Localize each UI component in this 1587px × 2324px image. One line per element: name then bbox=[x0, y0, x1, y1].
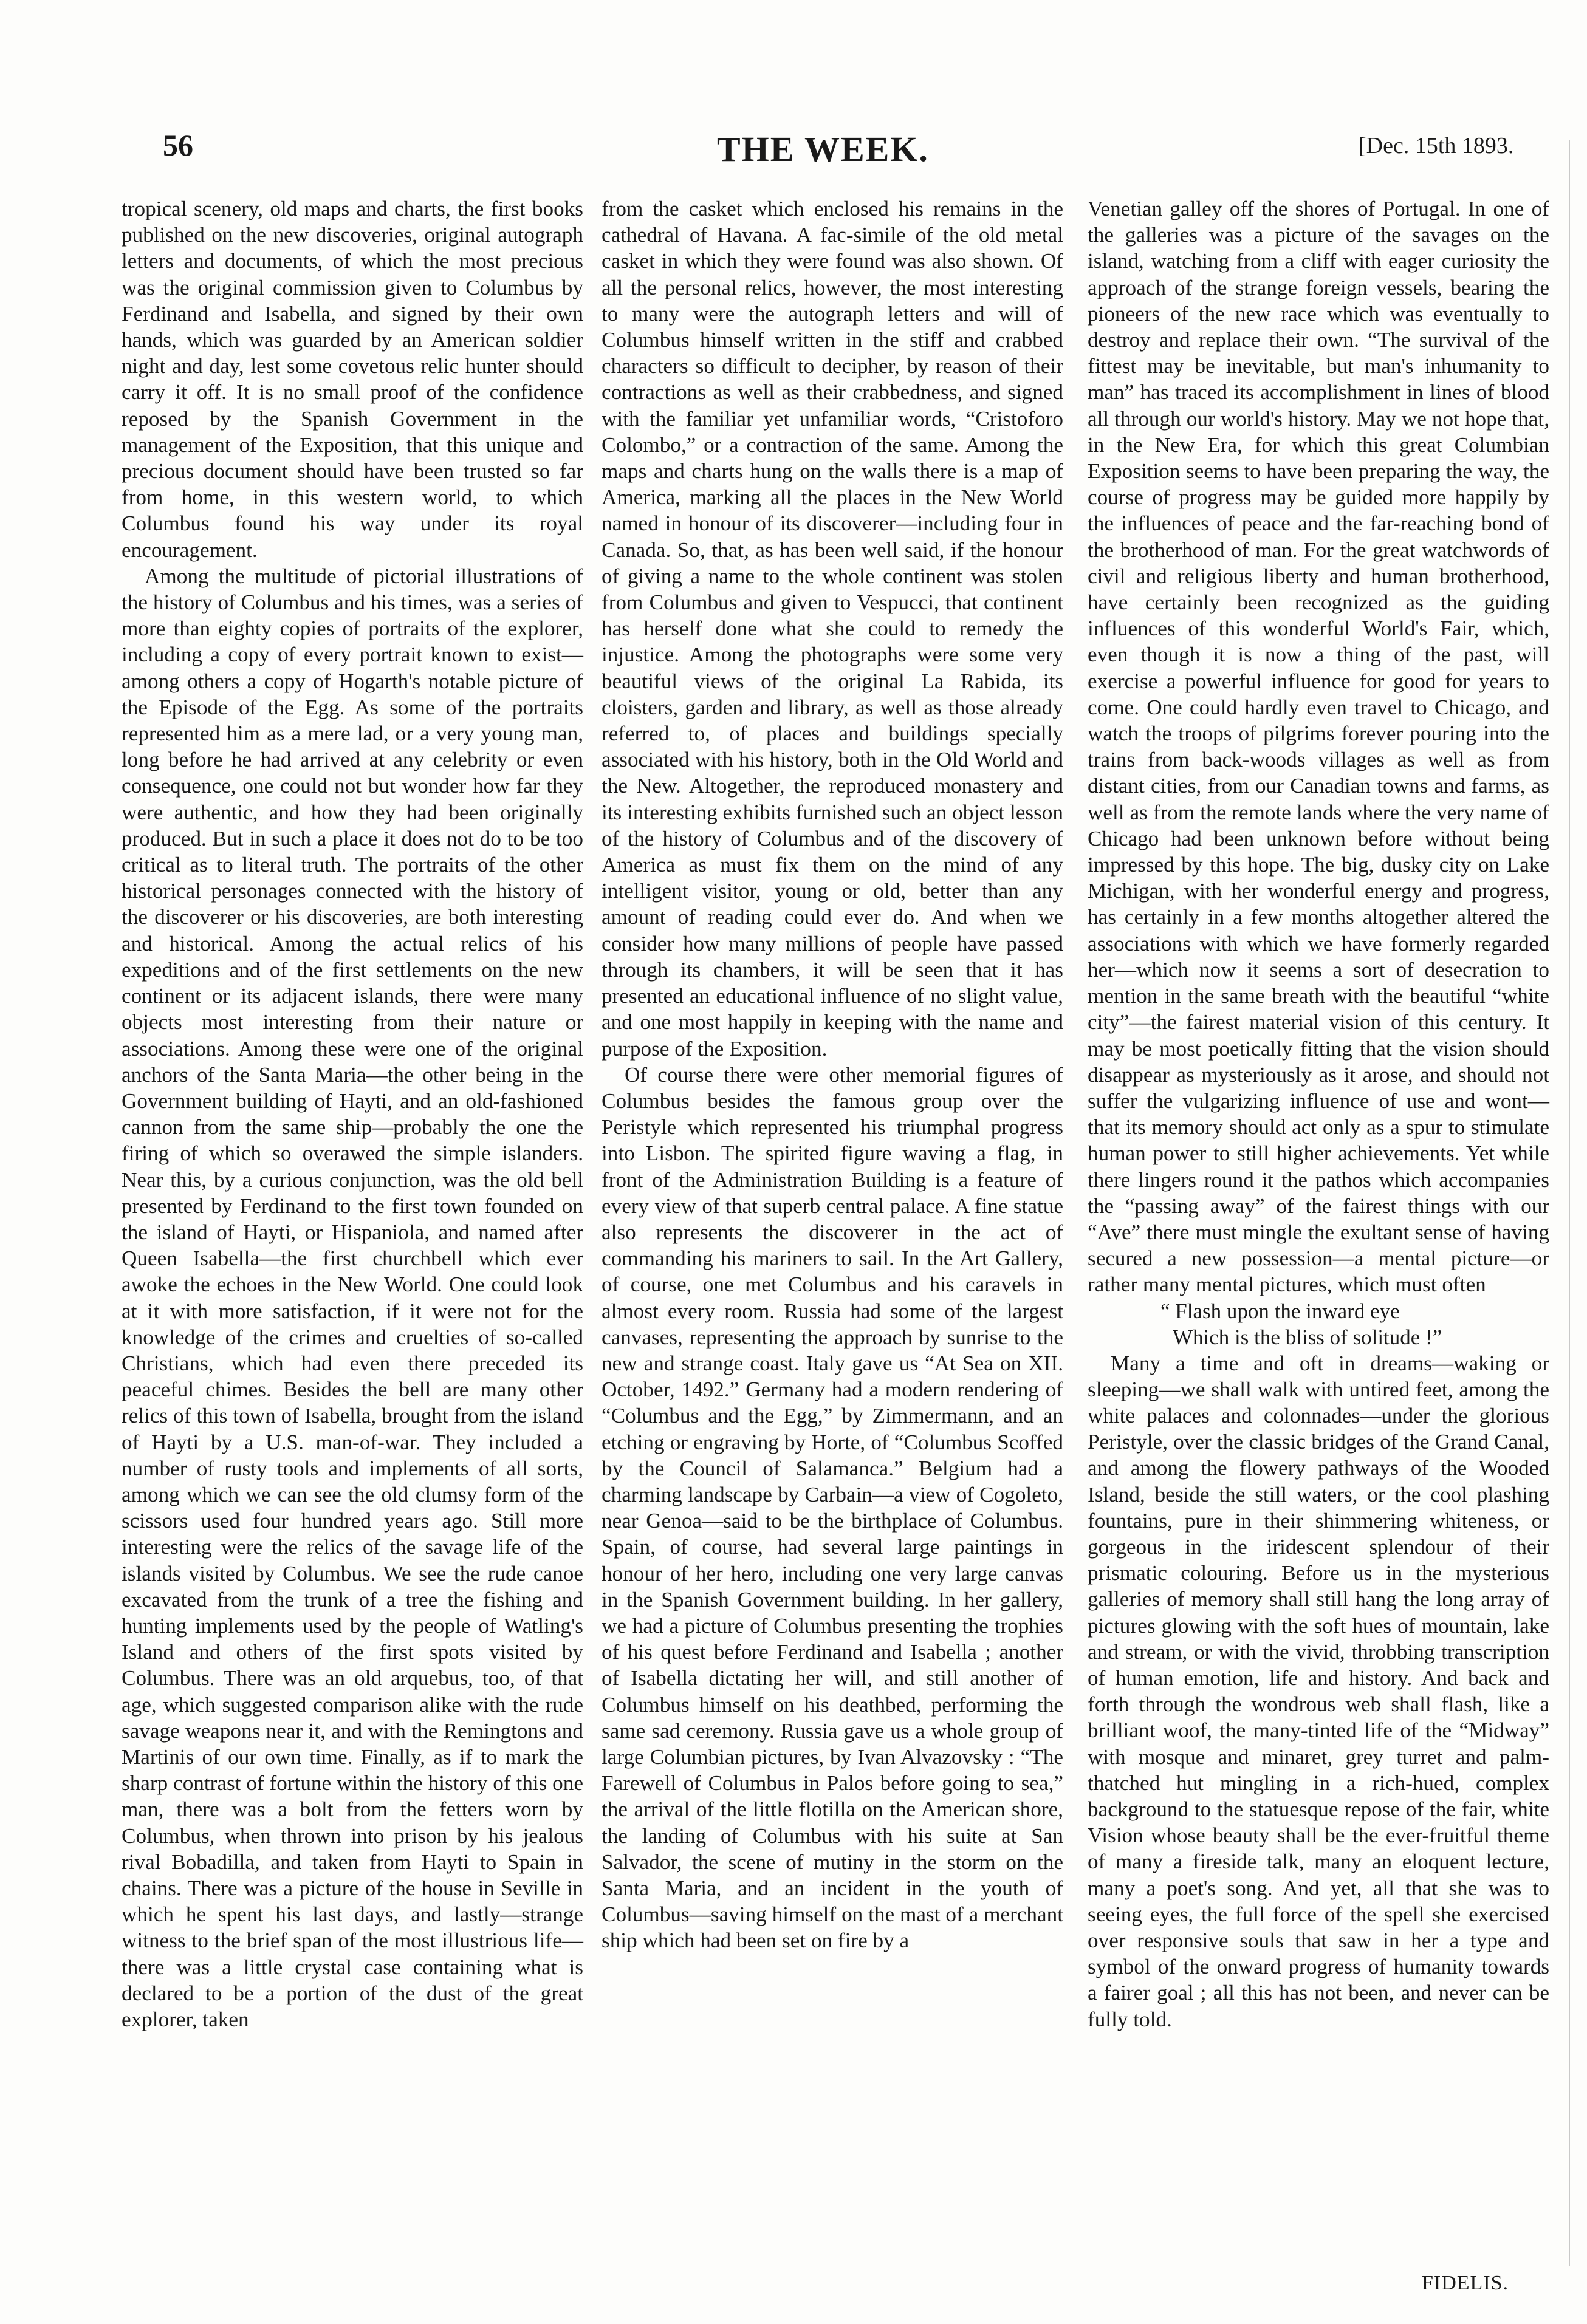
text-column-3 bbox=[1088, 196, 1549, 2032]
poem-quote bbox=[1160, 1298, 1549, 1350]
paragraph: Of course there were other memorial figures of Columbus besides the famous group over the Peristyle which represented his triumphal progress into Lisbon. The spirited figure waving a flag, in front of the Administration Building is a feature of every view of that superb central palace. A fine statue also represents the discoverer in the act of commanding his mariners to sail. In the Art Gallery, of course, one met Columbus and his caravels in almost every room. Russia had some of the largest canvases, representing the approach by sunrise to the new and strange coast. Italy gave us “At Sea on XII. October, 1492.” Germany had a modern rendering of “Columbus and the Egg,” by Zimmermann, and an etching or engraving by Horte, of “Columbus Scoffed by the Council of Salamanca.” Belgium had a charming landscape by Carbain—a view of Cogoleto, near Genoa—said to be the birthplace of Columbus. Spain, of course, had several large paintings in honour of her hero, including one very large canvas in the Spanish Government building. In her gallery, we had a picture of Columbus presenting the trophies of his quest before Ferdinand and Isabella ; another of Isabella dictating her will, and still another of Columbus himself on his deathbed, performing the same sad ceremony. Russia gave us a whole group of large Columbian pictures, by Ivan Alvazovsky : “The Farewell of Columbus in Palos before going to sea,” the arrival of the little flotilla on the American shore, the landing of Columbus with his suite at San Salvador, the scene of mutiny in the storm on the Santa Maria, and an incident in the youth of Columbus—saving himself on the mast of a merchant ship which had been set on fire by a bbox=[602, 1062, 1063, 1953]
text-column-1 bbox=[122, 196, 583, 2032]
paragraph: from the casket which enclosed his remains in the cathedral of Havana. A fac-simile of the old metal casket in which they were found was also shown. Of all the personal relics, however, the most interesting to many were the autograph letters and will of Columbus himself written in the stiff and crabbed characters so difficult to decipher, by reason of their contractions as well as their crabbedness, and signed with the familiar yet unfamiliar words, “Cristoforo Colombo,” or a contraction of the same. Among the maps and charts hung on the walls there is a map of America, marking all the places in the New World named in honour of its discoverer—including four in Canada. So, that, as has been well said, if the honour of giving a name to the whole continent was stolen from Columbus and given to Vespucci, that continent has herself done what she could to remedy the injustice. Among the photographs were some very beautiful views of the original La Rabida, its cloisters, garden and library, as well as those already referred to, of places and buildings specially associated with his history, both in the Old World and the New. Altogether, the reproduced monastery and its interesting exhibits furnished such an object lesson of the history of Columbus and of the discovery of America as must fix them on the mind of any intelligent visitor, young or old, better than any amount of reading could ever do. And when we consider how many millions of people have passed through its chambers, it will be seen that it has presented an educational influence of no slight value, and one most happily in keeping with the name and purpose of the Exposition. bbox=[602, 197, 1063, 1061]
paragraph: Among the multitude of pictorial illustrations of the history of Columbus and his times, was a series of more than eighty copies of portraits of the explorer, including a copy of every portrait known to exist—among others a copy of Hogarth's notable picture of the Episode of the Egg. As some of the portraits represented him as a mere lad, or a very young man, long before he had arrived at any celebrity or even consequence, one could not but wonder how far they were authentic, and how they had been originally produced. But in such a place it does not do to be too critical as to literal truth. The portraits of the other historical personages connected with the history of the discoverer or his discoveries, are both interesting and historical. Among the actual relics of his expeditions and of the first settlements on the new continent or its adjacent islands, there were many objects most interesting from their nature or associations. Among these were one of the original anchors of the Santa Maria—the other being in the Government building of Hayti, and an old-fashioned cannon from the same ship—probably the one the firing of which so overawed the simple islanders. Near this, by a curious conjunction, was the old bell presented by Ferdinand to the first town founded on the island of Hayti, or Hispaniola, and named after Queen Isabella—the first churchbell which ever awoke the echoes in the New World. One could look at it with more satisfaction, if it were not for the knowledge of the crimes and cruelties of so-called Christians, which had even there preceded its peaceful chimes. Besides the bell are many other relics of this town of Isabella, brought from the island of Hayti by a U.S. man-of-war. They included a number of rusty tools and implements of all sorts, among which we can see the old clumsy form of the scissors used four hundred years ago. Still more interesting were the relics of the savage life of the islands visited by Columbus. We see the rude canoe excavated from the trunk of a tree the fishing and hunting implements used by the people of Watling's Island and others of the first spots visited by Columbus. There was an old arquebus, too, of that age, which suggested comparison alike with the rude savage weapons near it, and with the Remingtons and Martinis of our own time. Finally, as if to mark the sharp contrast of fortune within the history of this one man, there was a bolt from the fetters worn by Columbus, when thrown into prison by his jealous rival Bobadilla, and taken from Hayti to Spain in chains. There was a picture of the house in Seville in which he spent his last days, and lastly—strange witness to the brief span of the most illustrious life—there was a little crystal case containing what is declared to be a portion of the dust of the great explorer, taken bbox=[122, 564, 583, 2032]
paragraph: Many a time and oft in dreams—waking or sleeping—we shall walk with untired feet, among the white palaces and colonnades—under the glorious Peristyle, over the classic bridges of the Grand Canal, and among the flowery pathways of the Wooded Island, beside the still waters, or the cool plashing fountains, pure in their shimmering whiteness, or gorgeous in the iridescent splendour of their prismatic colouring. Before us in the mysterious galleries of memory shall still hang the long array of pictures glowing with the soft hues of mountain, lake and stream, or with the vivid, throbbing transcription of human emotion, life and history. And back and forth through the wondrous web shall flash, like a brilliant woof, the many-tinted life of the “Midway” with mosque and minaret, grey turret and palm-thatched hut mingling in a rich-hued, complex background to the statuesque repose of the fair, white Vision whose beauty shall be the ever-fruitful theme of many a fireside talk, many an eloquent lecture, many a poet's song. And yet, all that she was to seeing eyes, the full force of the spell she exercised over responsive souls that saw in her a type and symbol of the onward progress of humanity towards a fairer goal ; all this has not been, and never can be fully told. bbox=[1088, 1351, 1549, 2031]
text-column-2 bbox=[602, 196, 1063, 1954]
paragraph: tropical scenery, old maps and charts, the first books published on the new discoveries, original autograph letters and documents, of which the most precious was the original commission given to Columbus by Ferdinand and Isabella, and signed by their own hands, which was guarded by an American soldier night and day, lest some covetous relic hunter should carry it off. It is no small proof of the confidence reposed by the Spanish Government in the management of the Exposition, that this unique and precious document should have been trusted so far from home, in this western world, to which Columbus found his way under its royal encouragement. bbox=[122, 197, 583, 562]
paragraph: Venetian galley off the shores of Portugal. In one of the galleries was a picture of the savages on the island, watching from a cliff with eager curiosity the approach of the strange foreign vessels, bearing the pioneers of the new race which was eventually to destroy and replace their own. “The survival of the fittest may be inevitable, but man's inhumanity to man” has traced its accomplishment in lines of blood all through our world's history. May we not hope that, in the New Era, for which this great Columbian Exposition seems to have been preparing the way, the course of progress may be guided more happily by the influences of peace and the far-reaching bond of the brotherhood of man. For the great watchwords of civil and religious liberty and human brotherhood, have certainly been recognized as the guiding influences of this wonderful World's Fair, which, even though it is now a thing of the past, will exercise a powerful influence for good for years to come. One could hardly even travel to Chicago, and watch the troops of pilgrims forever pouring into the trains from back-woods villages as well as from distant cities, from our Canadian towns and farms, as well as from the remote lands where the very name of Chicago had been unknown before without being impressed by this hope. The big, dusky city on Lake Michigan, with her wonderful energy and progress, has certainly in a few months altogether altered the associations with which we have formerly regarded her—which now it seems a sort of desecration to mention in the same breath with the beautiful “white city”—the fairest material vision of this century. It may be most poetically fitting that the vision should disappear as mysteriously as it arose, and should not suffer the vulgarizing influence of use and wont—that its memory should act only as a spur to stimulate human power to still higher achievements. Yet while there lingers round it the pathos which accompanies the “passing away” of the fairest things with our “Ave” there must mingle the exultant sense of having secured a new possession—a mental picture—or rather many mental pictures, which must often bbox=[1088, 197, 1549, 1297]
quote-line: “ Flash upon the inward eye bbox=[1160, 1299, 1400, 1323]
journal-title: THE WEEK. bbox=[717, 129, 929, 169]
page-number: 56 bbox=[163, 128, 193, 162]
author-signature: FIDELIS. bbox=[1422, 2272, 1509, 2294]
page-edge-line bbox=[1569, 140, 1570, 2266]
quote-line: Which is the bliss of solitude !” bbox=[1173, 1325, 1442, 1349]
issue-date: [Dec. 15th 1893. bbox=[1359, 133, 1514, 159]
page-header bbox=[0, 0, 1587, 182]
